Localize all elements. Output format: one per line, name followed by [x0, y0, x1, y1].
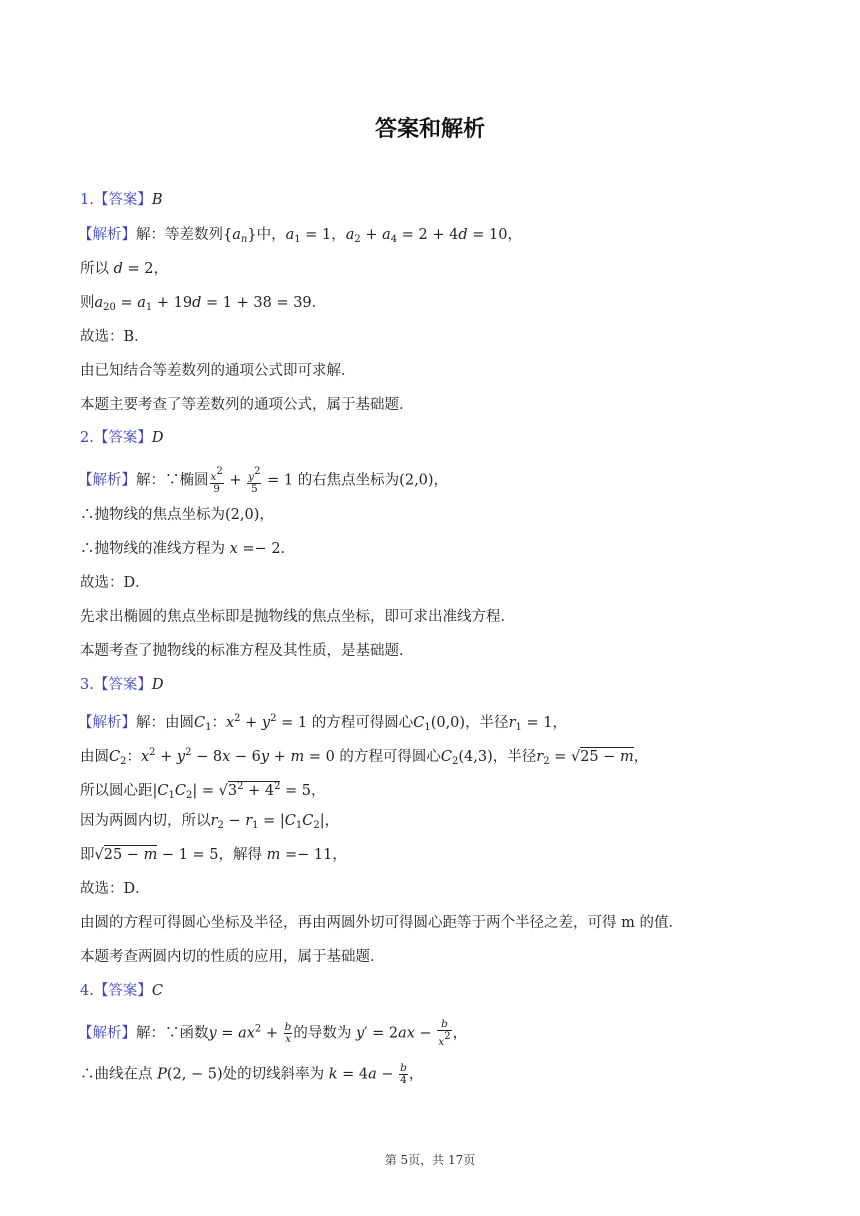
q2-analysis-line-4: 故选：D．	[80, 575, 150, 591]
analysis-label: 【解析】	[78, 227, 136, 243]
answer-label: 【答案】	[93, 192, 152, 208]
q3-analysis-line-1: 【解析】解：由圆$C_1$：$x^2 + y^2 = 1$ 的方程可得圆心$C_1(0,0)$，半径$r_1 = 1$，	[78, 713, 567, 733]
q4-answer: C	[151, 983, 163, 999]
q4-analysis-line-1: 【解析】解：∵函数$y = ax^2$ + $\frac{b}{x}$ 的导数为 y′ = 2ax − $\frac{b}{x^2}$ ，	[78, 1018, 468, 1048]
q3-analysis-line-2: 由圆$C_2$：$x^2 + y^2 - 8x - 6y + m = 0$ 的方程可得圆心$C_2(4,3)$，半径$r_2 = √25 - m$，	[80, 747, 649, 767]
q1-answer: B	[151, 192, 163, 208]
q2-analysis-line-5: 先求出椭圆的焦点坐标即是抛物线的焦点坐标，即可求出准线方程．	[80, 609, 515, 625]
q3-analysis-line-7: 由圆的方程可得圆心坐标及半径，再由两圆外切可得圆心距等于两个半径之差，可得 m 的值．	[80, 915, 683, 931]
q2-analysis-line-2: ∴抛物线的焦点坐标为(2,0)，	[80, 507, 274, 523]
q4-analysis-line-2: ∴曲线在点 P(2, − 5)处的切线斜率为 k = 4a − $\frac{b}{4}$ ，	[80, 1062, 424, 1086]
q1-analysis-line-5: 由已知结合等差数列的通项公式即可求解．	[80, 363, 356, 379]
q1-analysis-line-3: 则$a_{20} = a_1 + 19d = 1 + 38 = 39$．	[80, 295, 327, 313]
q2-answer-line: 2.【答案】D	[80, 430, 164, 446]
q3-analysis-line-3: 所以圆心距$|C_1C_2| = √3^2 + 4^2 = 5$，	[80, 781, 326, 801]
q3-analysis-line-6: 故选：D．	[80, 881, 150, 897]
q2-answer: D	[151, 430, 164, 446]
q1-analysis-line-1: 【解析】解：等差数列$\{a_n\}$中，$a_1 = 1$，$a_2 + a_4 = 2 + 4d = 10$，	[78, 227, 522, 245]
q4-answer-line: 4.【答案】C	[80, 983, 163, 999]
q3-analysis-line-5: 即√25 − m − 1 = 5，解得 m =− 11，	[80, 847, 347, 863]
q3-answer-line: 3.【答案】D	[80, 677, 164, 693]
q3-answer: D	[151, 677, 164, 693]
q1-analysis-line-2: 所以 d = 2，	[80, 261, 168, 277]
q1-answer-line	[80, 190, 163, 210]
q4-number: 4.	[80, 983, 94, 999]
q3-number: 3.	[80, 677, 94, 693]
q2-number: 2.	[80, 430, 94, 446]
q1-analysis-line-6: 本题主要考查了等差数列的通项公式，属于基础题．	[80, 397, 414, 413]
q1-number: 1.	[80, 192, 94, 208]
q3-analysis-line-4: 因为两圆内切，所以$r_2 - r_1 = |C_1C_2|$，	[80, 813, 340, 831]
q2-analysis-line-3: ∴抛物线的准线方程为 x =− 2．	[80, 541, 296, 557]
q3-analysis-line-8: 本题考查两圆内切的性质的应用，属于基础题．	[80, 949, 385, 965]
page-footer: 第 5页，共 17页	[384, 1153, 476, 1167]
q2-analysis-line-1: 【解析】解：∵椭圆 $\frac{x^2}{9}$ + $\frac{y^2}{5}$ = 1 的右焦点坐标为(2,0)，	[78, 466, 449, 495]
page-title: 答案和解析	[374, 117, 485, 142]
q2-analysis-line-6: 本题考查了抛物线的标准方程及其性质，是基础题．	[80, 643, 414, 659]
q1-analysis-line-4: 故选：B．	[80, 329, 149, 345]
